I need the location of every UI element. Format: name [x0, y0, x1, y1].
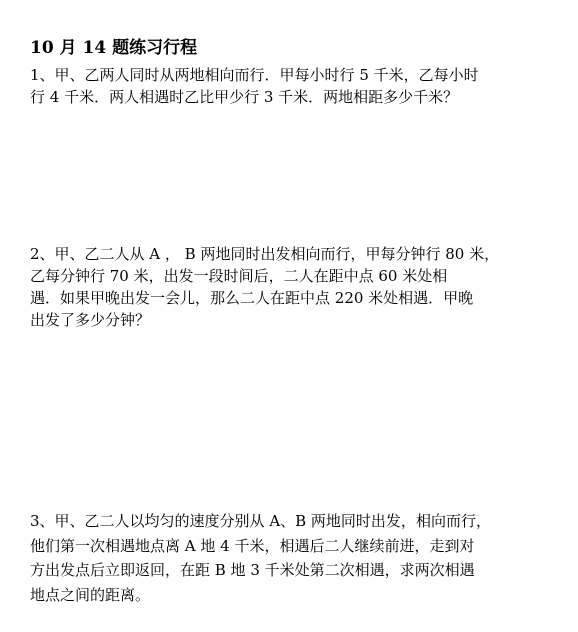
page-title: 10 月 14 题练习行程 — [30, 38, 198, 58]
problem-2 — [30, 243, 550, 331]
problem-2-line-2: 乙每分钟行 70 米，出发一段时间后，二人在距中点 60 米处相 — [30, 267, 448, 285]
problem-2-line-1: 2、甲、乙二人从 A ， B 两地同时出发相向而行，甲每分钟行 80 米， — [30, 245, 500, 263]
problem-2-line-3: 遇．如果甲晚出发一会儿，那么二人在距中点 220 米处相遇．甲晚 — [30, 289, 474, 307]
problem-1-line-1: 1、甲、乙两人同时从两地相向而行．甲每小时行 5 千米，乙每小时 — [30, 66, 479, 84]
problem-1-line-2: 行 4 千米．两人相遇时乙比甲少行 3 千米．两地相距多少千米？ — [30, 88, 459, 106]
problem-3 — [30, 509, 550, 607]
problem-3-line-2: 他们第一次相遇地点离 A 地 4 千米，相遇后二人继续前进，走到对 — [30, 536, 475, 555]
problem-3-line-4: 地点之间的距离。 — [30, 585, 151, 604]
problem-3-line-3: 方出发点后立即返回，在距 B 地 3 千米处第二次相遇，求两次相遇 — [30, 561, 475, 579]
problem-3-line-1: 3、甲、乙二人以均匀的速度分别从 A、B 两地同时出发，相向而行， — [30, 512, 491, 530]
problem-1 — [30, 64, 550, 108]
problem-2-line-4: 出发了多少分钟？ — [30, 311, 151, 329]
